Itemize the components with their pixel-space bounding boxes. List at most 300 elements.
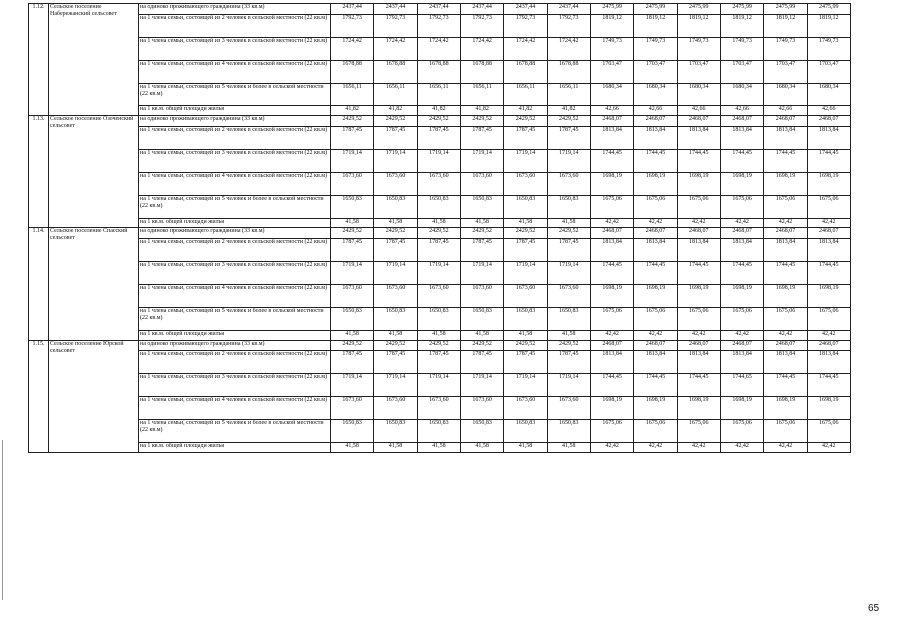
rate-value: 1719,14 [504, 262, 547, 285]
rate-value: 1719,14 [547, 262, 590, 285]
rate-value: 1698,19 [634, 397, 677, 420]
rate-value: 1650,83 [547, 195, 590, 218]
rate-value: 1698,19 [677, 397, 720, 420]
rate-value: 42,42 [720, 218, 763, 228]
rate-description: на 1 кв.м. общей площади жилья [139, 218, 331, 228]
rate-value: 2468,07 [807, 340, 850, 351]
rate-description: на 1 кв.м. общей площади жилья [139, 442, 331, 452]
rate-value: 1675,06 [590, 420, 633, 443]
rate-value: 1673,60 [417, 172, 460, 195]
rate-value: 1673,60 [547, 172, 590, 195]
rate-value: 1719,14 [417, 374, 460, 397]
rate-value: 1744,45 [634, 374, 677, 397]
rate-value: 1749,73 [634, 37, 677, 60]
rate-value: 41,58 [460, 442, 503, 452]
settlement-code: 1.14. [29, 228, 49, 340]
rate-value: 2437,44 [460, 4, 503, 15]
rate-value: 1744,45 [634, 149, 677, 172]
rate-description: на 1 члена семьи, состоящей из 4 человек в сельской местности (22 кв.м) [139, 397, 331, 420]
rate-description: на 1 члена семьи, состоящей из 5 человек и более в сельской местности (22 кв.м) [139, 307, 331, 330]
rate-value: 1719,14 [460, 374, 503, 397]
rate-value: 1675,06 [677, 307, 720, 330]
rate-value: 1680,34 [590, 83, 633, 106]
rate-value: 2468,07 [634, 228, 677, 239]
rate-value: 1650,83 [460, 195, 503, 218]
table-row [29, 218, 851, 228]
rate-value: 1792,73 [547, 14, 590, 37]
rate-value: 1675,06 [634, 420, 677, 443]
rate-value: 1673,60 [504, 397, 547, 420]
table-row [29, 442, 851, 452]
rate-value: 1656,11 [504, 83, 547, 106]
rate-value: 1719,14 [504, 149, 547, 172]
rate-value: 1650,83 [547, 307, 590, 330]
rate-value: 1813,84 [807, 351, 850, 374]
rate-value: 1813,84 [764, 239, 807, 262]
rate-description: на 1 кв.м. общей площади жилья [139, 106, 331, 116]
rate-value: 1650,83 [417, 195, 460, 218]
rate-value: 41,82 [547, 106, 590, 116]
rate-value: 1698,19 [590, 285, 633, 308]
rate-value: 1719,14 [504, 374, 547, 397]
rate-value: 1678,88 [417, 60, 460, 83]
rate-value: 1650,83 [504, 420, 547, 443]
rate-value: 1813,84 [634, 239, 677, 262]
rate-value: 1680,34 [764, 83, 807, 106]
rate-value: 1787,45 [331, 239, 374, 262]
rate-value: 1813,84 [720, 351, 763, 374]
rate-value: 42,42 [764, 442, 807, 452]
rate-value: 1650,83 [417, 307, 460, 330]
tariff-table-body [29, 4, 851, 453]
rate-value: 1675,06 [590, 195, 633, 218]
rate-value: 42,42 [590, 330, 633, 340]
rate-value: 2468,07 [764, 340, 807, 351]
rate-value: 1675,06 [764, 420, 807, 443]
rate-value: 2468,07 [764, 116, 807, 127]
rate-value: 1744,45 [764, 374, 807, 397]
rate-value: 2468,07 [720, 228, 763, 239]
rate-description: на 1 члена семьи, состоящей из 5 человек и более в сельской местности (22 кв.м) [139, 195, 331, 218]
rate-value: 1673,60 [374, 285, 417, 308]
table-row [29, 172, 851, 195]
rate-value: 1819,12 [764, 14, 807, 37]
rate-value: 1744,45 [590, 374, 633, 397]
rate-value: 2468,07 [807, 228, 850, 239]
rate-value: 1675,06 [807, 420, 850, 443]
rate-value: 2475,99 [807, 4, 850, 15]
rate-value: 1813,84 [634, 351, 677, 374]
rate-description: на 1 члена семьи, состоящей из 2 человек в сельской местности (22 кв.м) [139, 351, 331, 374]
rate-value: 41,58 [417, 330, 460, 340]
rate-value: 41,82 [417, 106, 460, 116]
rate-value: 1813,84 [677, 351, 720, 374]
rate-value: 2429,52 [374, 228, 417, 239]
rate-value: 1675,06 [590, 307, 633, 330]
rate-value: 2429,52 [504, 340, 547, 351]
rate-description: на 1 члена семьи, состоящей из 2 человек в сельской местности (22 кв.м) [139, 14, 331, 37]
rate-description: на 1 члена семьи, состоящей из 2 человек в сельской местности (22 кв.м) [139, 127, 331, 150]
rate-value: 42,42 [764, 330, 807, 340]
rate-value: 1744,45 [764, 262, 807, 285]
rate-value: 1744,45 [807, 262, 850, 285]
rate-value: 1787,45 [547, 351, 590, 374]
rate-value: 1792,73 [504, 14, 547, 37]
rate-description: на 1 члена семьи, состоящей из 3 человек в сельской местности (22 кв.м) [139, 37, 331, 60]
table-row [29, 83, 851, 106]
table-row [29, 127, 851, 150]
rate-value: 42,66 [677, 106, 720, 116]
rate-value: 2429,52 [417, 228, 460, 239]
rate-value: 1813,84 [807, 127, 850, 150]
rate-value: 1787,45 [417, 127, 460, 150]
rate-value: 1698,19 [634, 285, 677, 308]
rate-value: 1673,60 [460, 172, 503, 195]
rate-value: 1813,84 [720, 239, 763, 262]
rate-value: 1656,11 [417, 83, 460, 106]
rate-description: на 1 кв.м. общей площади жилья [139, 330, 331, 340]
rate-value: 1673,60 [460, 285, 503, 308]
rate-value: 1698,19 [807, 285, 850, 308]
table-row [29, 420, 851, 443]
rate-value: 42,42 [764, 218, 807, 228]
table-row [29, 330, 851, 340]
rate-value: 41,58 [547, 442, 590, 452]
rate-value: 1675,06 [720, 307, 763, 330]
rate-value: 2468,07 [720, 340, 763, 351]
rate-value: 1792,73 [374, 14, 417, 37]
rate-value: 1678,88 [460, 60, 503, 83]
rate-value: 1787,45 [460, 239, 503, 262]
rate-value: 1719,14 [374, 374, 417, 397]
rate-value: 2475,99 [677, 4, 720, 15]
rate-value: 1673,60 [504, 172, 547, 195]
rate-value: 42,66 [764, 106, 807, 116]
rate-value: 1719,14 [547, 374, 590, 397]
rate-value: 2429,52 [417, 116, 460, 127]
rate-value: 1787,45 [374, 351, 417, 374]
rate-value: 2437,44 [331, 4, 374, 15]
rate-value: 1680,34 [807, 83, 850, 106]
rate-value: 1813,84 [807, 239, 850, 262]
scan-margin-line [2, 440, 3, 600]
rate-value: 2468,07 [807, 116, 850, 127]
rate-value: 2475,99 [634, 4, 677, 15]
rate-value: 1678,88 [547, 60, 590, 83]
rate-value: 1813,84 [590, 239, 633, 262]
settlement-code: 1.15. [29, 340, 49, 452]
rate-value: 42,66 [634, 106, 677, 116]
rate-value: 41,58 [417, 442, 460, 452]
rate-value: 1744,45 [764, 149, 807, 172]
rate-value: 1650,83 [374, 195, 417, 218]
rate-value: 2429,52 [504, 116, 547, 127]
rate-value: 2468,07 [764, 228, 807, 239]
rate-value: 1787,45 [547, 239, 590, 262]
rate-value: 1675,06 [634, 195, 677, 218]
rate-value: 1680,34 [720, 83, 763, 106]
rate-value: 1698,19 [677, 285, 720, 308]
rate-value: 1719,14 [417, 149, 460, 172]
rate-value: 42,42 [677, 218, 720, 228]
rate-value: 1673,60 [547, 397, 590, 420]
rate-value: 1787,45 [504, 351, 547, 374]
rate-value: 1749,73 [720, 37, 763, 60]
rate-value: 1675,06 [720, 420, 763, 443]
rate-value: 41,82 [460, 106, 503, 116]
rate-value: 1719,14 [460, 262, 503, 285]
rate-value: 1787,45 [374, 127, 417, 150]
rate-value: 1787,45 [504, 127, 547, 150]
rate-value: 1813,84 [677, 127, 720, 150]
rate-value: 1673,60 [331, 397, 374, 420]
rate-value: 1675,06 [807, 195, 850, 218]
rate-description: на одиноко проживающего гражданина (33 кв.м) [139, 4, 331, 15]
rate-description: на 1 члена семьи, состоящей из 5 человек и более в сельской местности (22 кв.м) [139, 83, 331, 106]
rate-value: 1787,45 [417, 351, 460, 374]
rate-value: 2429,52 [547, 116, 590, 127]
rate-value: 42,66 [807, 106, 850, 116]
rate-value: 1744,45 [720, 262, 763, 285]
rate-value: 1749,73 [677, 37, 720, 60]
rate-value: 2429,52 [460, 116, 503, 127]
rate-value: 1650,83 [460, 307, 503, 330]
rate-value: 1650,83 [417, 420, 460, 443]
rate-description: на 1 члена семьи, состоящей из 3 человек в сельской местности (22 кв.м) [139, 149, 331, 172]
rate-value: 1680,34 [634, 83, 677, 106]
rate-value: 42,42 [634, 218, 677, 228]
settlement-name: Сельское поселение Набережанский сельсовет [49, 4, 139, 116]
rate-value: 1749,73 [764, 37, 807, 60]
rate-value: 1650,83 [331, 307, 374, 330]
rate-value: 41,82 [374, 106, 417, 116]
rate-value: 1656,11 [331, 83, 374, 106]
rate-value: 1678,88 [374, 60, 417, 83]
rate-value: 41,58 [460, 330, 503, 340]
rate-value: 2437,44 [504, 4, 547, 15]
rate-value: 41,58 [504, 218, 547, 228]
rate-value: 2429,52 [331, 340, 374, 351]
table-row [29, 340, 851, 351]
rate-value: 1698,19 [807, 397, 850, 420]
table-row [29, 307, 851, 330]
rate-value: 1698,19 [764, 172, 807, 195]
rate-value: 1813,84 [764, 351, 807, 374]
rate-value: 1744,45 [807, 374, 850, 397]
rate-value: 42,42 [590, 218, 633, 228]
rate-value: 41,58 [504, 442, 547, 452]
rate-value: 1792,73 [417, 14, 460, 37]
rate-value: 1749,73 [590, 37, 633, 60]
rate-value: 1813,84 [590, 127, 633, 150]
rate-value: 1673,60 [331, 285, 374, 308]
rate-value: 1787,45 [547, 127, 590, 150]
rate-value: 1703,47 [807, 60, 850, 83]
rate-value: 2468,07 [590, 340, 633, 351]
rate-value: 2437,44 [547, 4, 590, 15]
rate-value: 41,58 [504, 330, 547, 340]
rate-value: 42,42 [720, 330, 763, 340]
rate-value: 2429,52 [374, 116, 417, 127]
rate-value: 42,66 [590, 106, 633, 116]
rate-value: 1675,06 [677, 420, 720, 443]
rate-value: 1819,12 [677, 14, 720, 37]
rate-value: 1675,06 [677, 195, 720, 218]
rate-value: 1656,11 [547, 83, 590, 106]
rate-value: 1744,45 [677, 262, 720, 285]
rate-value: 2429,52 [460, 340, 503, 351]
rate-value: 1698,19 [720, 285, 763, 308]
table-row [29, 116, 851, 127]
rate-value: 1819,12 [634, 14, 677, 37]
rate-value: 1744,45 [677, 374, 720, 397]
settlement-name: Сельское поселение Юрской сельсовет [49, 340, 139, 452]
rate-value: 2429,52 [460, 228, 503, 239]
rate-value: 1673,60 [417, 397, 460, 420]
rate-value: 2429,52 [331, 228, 374, 239]
rate-value: 1650,83 [331, 420, 374, 443]
rate-value: 1787,45 [460, 351, 503, 374]
rate-value: 41,58 [374, 218, 417, 228]
table-row [29, 397, 851, 420]
rate-value: 1813,84 [720, 127, 763, 150]
settlement-code: 1.12. [29, 4, 49, 116]
rate-value: 2429,52 [547, 228, 590, 239]
rate-value: 1744,45 [590, 149, 633, 172]
rate-value: 1724,42 [417, 37, 460, 60]
rate-value: 1792,73 [331, 14, 374, 37]
rate-value: 1656,11 [460, 83, 503, 106]
table-row [29, 60, 851, 83]
table-row [29, 228, 851, 239]
rate-value: 1744,45 [807, 149, 850, 172]
rate-value: 1819,12 [807, 14, 850, 37]
rate-value: 1675,06 [720, 195, 763, 218]
rate-value: 1719,14 [374, 149, 417, 172]
rate-value: 1698,19 [590, 172, 633, 195]
rate-value: 1703,47 [764, 60, 807, 83]
rate-value: 42,42 [807, 218, 850, 228]
rate-value: 42,42 [807, 330, 850, 340]
table-row [29, 195, 851, 218]
rate-value: 1650,83 [504, 195, 547, 218]
rate-value: 1650,83 [460, 420, 503, 443]
rate-value: 41,82 [331, 106, 374, 116]
rate-value: 1787,45 [374, 239, 417, 262]
rate-value: 1719,14 [331, 262, 374, 285]
rate-value: 1819,12 [720, 14, 763, 37]
rate-value: 1787,45 [331, 351, 374, 374]
rate-value: 1680,34 [677, 83, 720, 106]
rate-value: 2429,52 [374, 340, 417, 351]
rate-value: 42,42 [677, 330, 720, 340]
rate-value: 1675,06 [764, 195, 807, 218]
rate-value: 1744,45 [720, 149, 763, 172]
rate-value: 1787,45 [504, 239, 547, 262]
rate-value: 2468,07 [677, 228, 720, 239]
rate-value: 1724,42 [374, 37, 417, 60]
page-number: 65 [868, 603, 880, 614]
rate-value: 1744,45 [634, 262, 677, 285]
rate-value: 2468,07 [590, 116, 633, 127]
rate-value: 1719,14 [374, 262, 417, 285]
rate-value: 2468,07 [677, 340, 720, 351]
rate-value: 41,58 [417, 218, 460, 228]
rate-value: 42,42 [807, 442, 850, 452]
rate-description: на 1 члена семьи, состоящей из 4 человек в сельской местности (22 кв.м) [139, 285, 331, 308]
rate-value: 1719,14 [547, 149, 590, 172]
settlement-name: Сельское поселение Спасский сельсовет [49, 228, 139, 340]
table-row [29, 374, 851, 397]
rate-value: 1719,14 [331, 374, 374, 397]
rate-value: 1724,42 [504, 37, 547, 60]
rate-value: 1813,84 [677, 239, 720, 262]
rate-value: 1650,83 [504, 307, 547, 330]
rate-value: 1675,06 [807, 307, 850, 330]
rate-value: 42,42 [590, 442, 633, 452]
rate-value: 1698,19 [764, 285, 807, 308]
table-row [29, 285, 851, 308]
rate-value: 2437,44 [374, 4, 417, 15]
rate-value: 1675,06 [764, 307, 807, 330]
rate-description: на одиноко проживающего гражданина (33 кв.м) [139, 228, 331, 239]
rate-value: 2475,99 [590, 4, 633, 15]
rate-value: 2429,52 [547, 340, 590, 351]
rate-value: 2429,52 [331, 116, 374, 127]
rate-value: 1678,88 [504, 60, 547, 83]
rate-value: 1650,83 [374, 307, 417, 330]
rate-value: 1787,45 [417, 239, 460, 262]
table-row [29, 262, 851, 285]
settlement-code: 1.13. [29, 116, 49, 228]
settlement-name: Сельское поселение Озоченский сельсовет [49, 116, 139, 228]
rate-value: 1673,60 [460, 397, 503, 420]
rate-value: 41,58 [331, 442, 374, 452]
rate-value: 1673,60 [504, 285, 547, 308]
rate-value: 1703,47 [634, 60, 677, 83]
table-row [29, 4, 851, 15]
rate-value: 1698,19 [677, 172, 720, 195]
rate-value: 42,66 [720, 106, 763, 116]
rate-value: 2468,07 [634, 116, 677, 127]
rate-value: 1719,14 [460, 149, 503, 172]
rate-value: 41,58 [331, 330, 374, 340]
rate-value: 1744,65 [720, 374, 763, 397]
table-row [29, 239, 851, 262]
rate-value: 1673,60 [331, 172, 374, 195]
rate-value: 1749,73 [807, 37, 850, 60]
rate-value: 1650,83 [374, 420, 417, 443]
table-row [29, 106, 851, 116]
rate-value: 1678,88 [331, 60, 374, 83]
rate-value: 1813,84 [634, 127, 677, 150]
rate-value: 41,58 [547, 330, 590, 340]
rate-value: 42,42 [677, 442, 720, 452]
rate-value: 1698,19 [720, 172, 763, 195]
rate-value: 1744,45 [677, 149, 720, 172]
rate-value: 42,42 [634, 330, 677, 340]
rate-value: 1673,60 [374, 397, 417, 420]
rate-description: на одиноко проживающего гражданина (33 кв.м) [139, 340, 331, 351]
rate-description: на 1 члена семьи, состоящей из 4 человек в сельской местности (22 кв.м) [139, 60, 331, 83]
rate-value: 2475,99 [720, 4, 763, 15]
rate-description: на 1 члена семьи, состоящей из 3 человек в сельской местности (22 кв.м) [139, 374, 331, 397]
rate-value: 1698,19 [764, 397, 807, 420]
rate-value: 1719,14 [417, 262, 460, 285]
rate-value: 1673,60 [374, 172, 417, 195]
rate-value: 2429,52 [417, 340, 460, 351]
rate-value: 1650,83 [331, 195, 374, 218]
